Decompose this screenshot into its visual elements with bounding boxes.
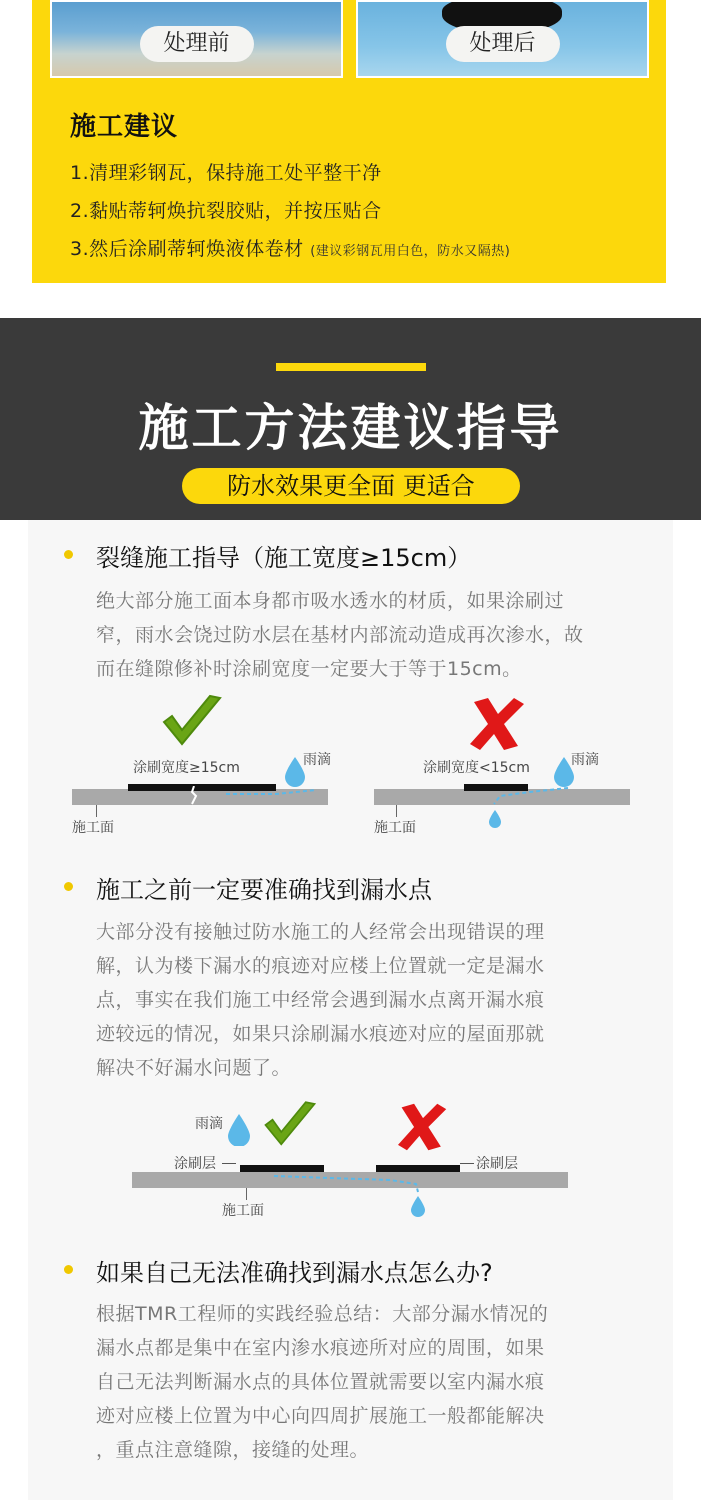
surface-label-bad: 施工面 xyxy=(374,820,416,836)
section-3-line-5: ，重点注意缝隙，接缝的处理。 xyxy=(96,1439,370,1461)
advice-step-2: 2.黏贴蒂轲焕抗裂胶贴，并按压贴合 xyxy=(70,200,382,222)
raindrop-label-2: 雨滴 xyxy=(195,1116,223,1132)
coat-label-left: 涂刷层 xyxy=(174,1156,216,1172)
after-photo xyxy=(356,0,649,78)
check-icon xyxy=(160,692,224,752)
surface-label-good: 施工面 xyxy=(72,820,114,836)
surface-tick-2 xyxy=(246,1188,247,1200)
crack-and-water-good xyxy=(186,786,326,806)
advice-title: 施工建议 xyxy=(70,112,179,142)
section-3-paragraph xyxy=(96,1297,636,1467)
section-1-title: 裂缝施工指导（施工宽度≥15cm） xyxy=(96,544,472,572)
section-1-line-2: 窄，雨水会饶过防水层在基材内部流动造成再次渗水，故 xyxy=(96,624,584,646)
section-3-line-1: 根据TMR工程师的实践经验总结：大部分漏水情况的 xyxy=(96,1303,549,1325)
section-3-line-3: 自己无法判断漏水点的具体位置就需要以室内漏水痕 xyxy=(96,1371,545,1393)
section-2-line-5: 解决不好漏水问题了。 xyxy=(96,1057,292,1079)
before-photo xyxy=(50,0,343,78)
surface-tick-bad xyxy=(396,805,397,817)
before-label: 处理前 xyxy=(139,26,253,62)
raindrop-label-good: 雨滴 xyxy=(303,752,331,768)
section-2-line-1: 大部分没有接触过防水施工的人经常会出现错误的理 xyxy=(96,921,545,943)
surface-tick-good xyxy=(96,805,97,817)
section-3-line-2: 漏水点都是集中在室内渗水痕迹所对应的周围，如果 xyxy=(96,1337,545,1359)
section-3-line-4: 迹对应楼上位置为中心向四周扩展施工一般都能解决 xyxy=(96,1405,545,1427)
bullet-dot-icon xyxy=(64,1265,73,1274)
banner-title: 施工方法建议指导 xyxy=(138,399,563,457)
bullet-dot-icon xyxy=(64,550,73,559)
section-1-line-1: 绝大部分施工面本身都市吸水透水的材质，如果涂刷过 xyxy=(96,590,565,612)
cross-icon xyxy=(396,1102,450,1152)
advice-step-3 xyxy=(70,234,510,261)
raindrop-label-bad: 雨滴 xyxy=(571,752,599,768)
leak-path-bad xyxy=(480,782,570,832)
section-2-line-4: 迹较远的情况，如果只涂刷漏水痕迹对应的屋面那就 xyxy=(96,1023,545,1045)
banner-subtitle: 防水效果更全面 更适合 xyxy=(182,468,520,504)
section-1-paragraph xyxy=(96,584,636,686)
section-1-line-3: 而在缝隙修补时涂刷宽度一定要大于等于15cm。 xyxy=(96,658,522,680)
bullet-dot-icon xyxy=(64,882,73,891)
cross-icon xyxy=(468,696,528,752)
section-3-title: 如果自己无法准确找到漏水点怎么办? xyxy=(96,1259,493,1287)
section-2-line-2: 解，认为楼下漏水的痕迹对应楼上位置就一定是漏水 xyxy=(96,955,545,977)
leak-path-2 xyxy=(270,1170,440,1220)
banner-accent-bar xyxy=(276,363,426,371)
coat-leader-right xyxy=(460,1163,474,1164)
water-drop-icon xyxy=(226,1112,252,1146)
section-2-paragraph xyxy=(96,915,636,1085)
after-label: 处理后 xyxy=(445,26,559,62)
advice-step-1: 1.清理彩钢瓦，保持施工处平整干净 xyxy=(70,162,382,184)
section-2-line-3: 点，事实在我们施工中经常会遇到漏水点离开漏水痕 xyxy=(96,989,545,1011)
width-label-bad: 涂刷宽度<15cm xyxy=(423,760,530,776)
coat-label-right: 涂刷层 xyxy=(476,1156,518,1172)
advice-step-3-text: 3.然后涂刷蒂轲焕液体卷材 xyxy=(70,238,304,260)
advice-step-3-note: (建议彩钢瓦用白色，防水又隔热) xyxy=(310,244,511,259)
width-label-good: 涂刷宽度≥15cm xyxy=(133,760,240,776)
check-icon xyxy=(262,1098,318,1152)
section-2-title: 施工之前一定要准确找到漏水点 xyxy=(96,876,432,904)
surface-label-2: 施工面 xyxy=(222,1203,264,1219)
coat-leader-left xyxy=(222,1163,236,1164)
